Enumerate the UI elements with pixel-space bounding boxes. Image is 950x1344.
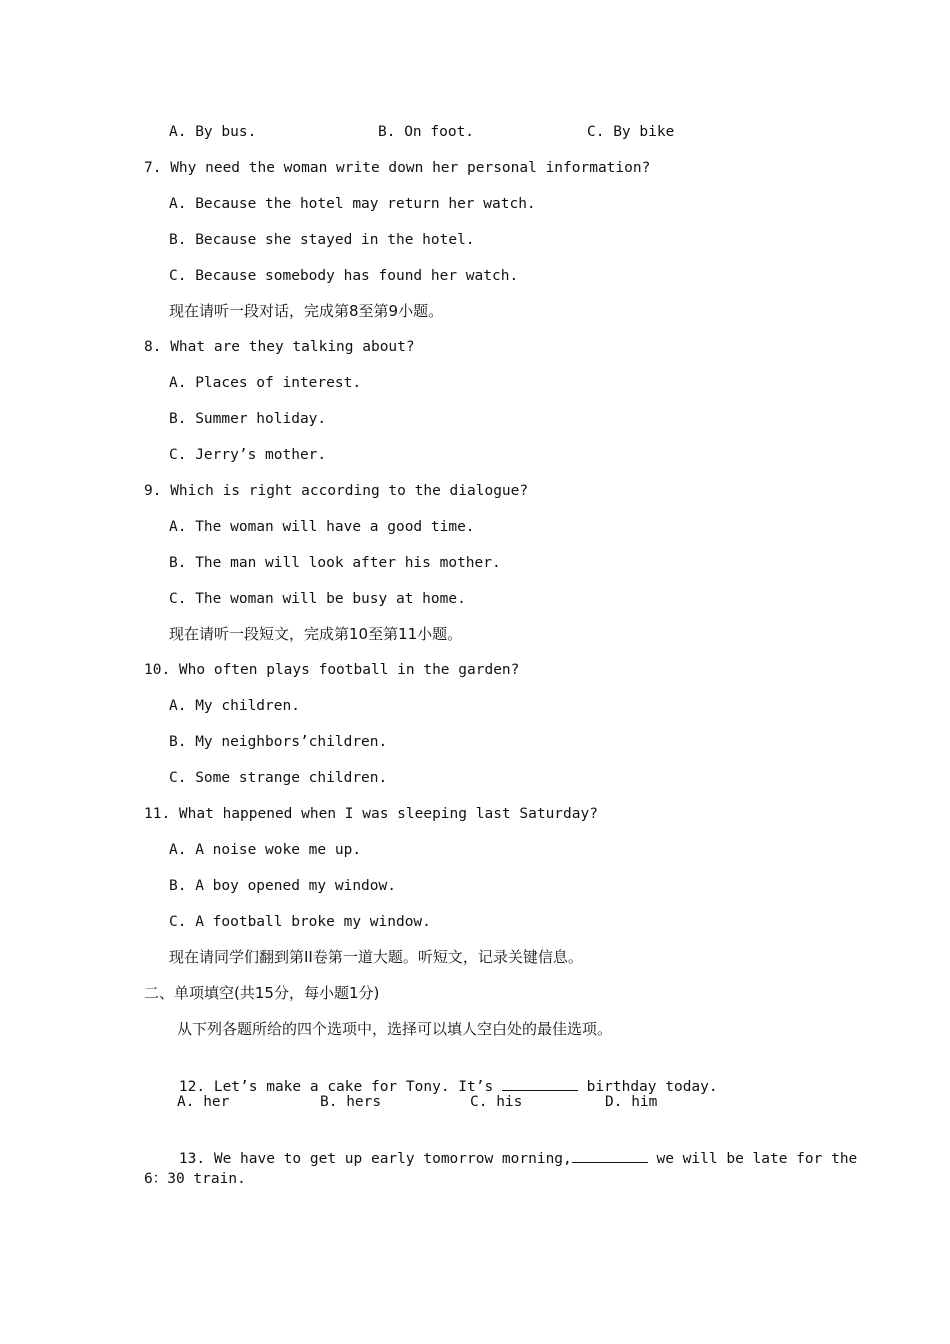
q9-option-a: A. The woman will have a good time. xyxy=(169,519,475,535)
q8-option-c: C. Jerry’s mother. xyxy=(169,447,327,463)
q6-option-a: A. By bus. xyxy=(169,124,257,140)
question-11: 11. What happened when I was sleeping last Saturday? xyxy=(144,806,598,822)
question-9: 9. Which is right according to the dialogue? xyxy=(144,483,529,499)
q12-option-d: D. him xyxy=(605,1094,658,1110)
instruction-q10-q11: 现在请听一段短文，完成第10至第11小题。 xyxy=(169,625,463,643)
question-13 xyxy=(144,1128,857,1189)
instruction-part-two: 现在请同学们翻到第II卷第一道大题。听短文，记录关键信息。 xyxy=(169,948,583,966)
q13-text-after: we will be late for the xyxy=(647,1151,858,1167)
q8-option-a: A. Places of interest. xyxy=(169,375,362,391)
q11-option-a: A. A noise woke me up. xyxy=(169,842,362,858)
q13-continuation: 6：30 train. xyxy=(144,1171,246,1187)
q11-option-b: B. A boy opened my window. xyxy=(169,878,396,894)
q11-option-c: C. A football broke my window. xyxy=(169,914,431,930)
q12-blank xyxy=(502,1076,578,1091)
q6-option-c: C. By bike xyxy=(587,124,675,140)
q9-option-b: B. The man will look after his mother. xyxy=(169,555,501,571)
q7-option-a: A. Because the hotel may return her watch. xyxy=(169,196,536,212)
q6-option-b: B. On foot. xyxy=(378,124,475,140)
q13-blank xyxy=(572,1148,648,1163)
question-8: 8. What are they talking about? xyxy=(144,339,415,355)
q7-option-b: B. Because she stayed in the hotel. xyxy=(169,232,475,248)
question-7: 7. Why need the woman write down her personal information? xyxy=(144,160,651,176)
q10-option-c: C. Some strange children. xyxy=(169,770,388,786)
section-2-title: 二、单项填空(共15分，每小题1分) xyxy=(144,984,380,1002)
instruction-q8-q9: 现在请听一段对话，完成第8至第9小题。 xyxy=(169,302,444,320)
question-10: 10. Who often plays football in the garden? xyxy=(144,662,520,678)
q8-option-b: B. Summer holiday. xyxy=(169,411,327,427)
q12-option-b: B. hers xyxy=(320,1094,382,1110)
q13-text-before: 13. We have to get up early tomorrow morning, xyxy=(178,1151,572,1167)
q12-text-after: birthday today. xyxy=(577,1079,718,1095)
section-2-instruction: 从下列各题所给的四个选项中，选择可以填人空白处的最佳选项。 xyxy=(177,1020,613,1038)
q12-option-a: A. her xyxy=(177,1094,230,1110)
q12-option-c: C. his xyxy=(470,1094,523,1110)
q10-option-a: A. My children. xyxy=(169,698,300,714)
q7-option-c: C. Because somebody has found her watch. xyxy=(169,268,519,284)
q10-option-b: B. My neighbors’children. xyxy=(169,734,388,750)
q9-option-c: C. The woman will be busy at home. xyxy=(169,591,466,607)
q12-text-before: 12. Let’s make a cake for Tony. It’s xyxy=(178,1079,502,1095)
